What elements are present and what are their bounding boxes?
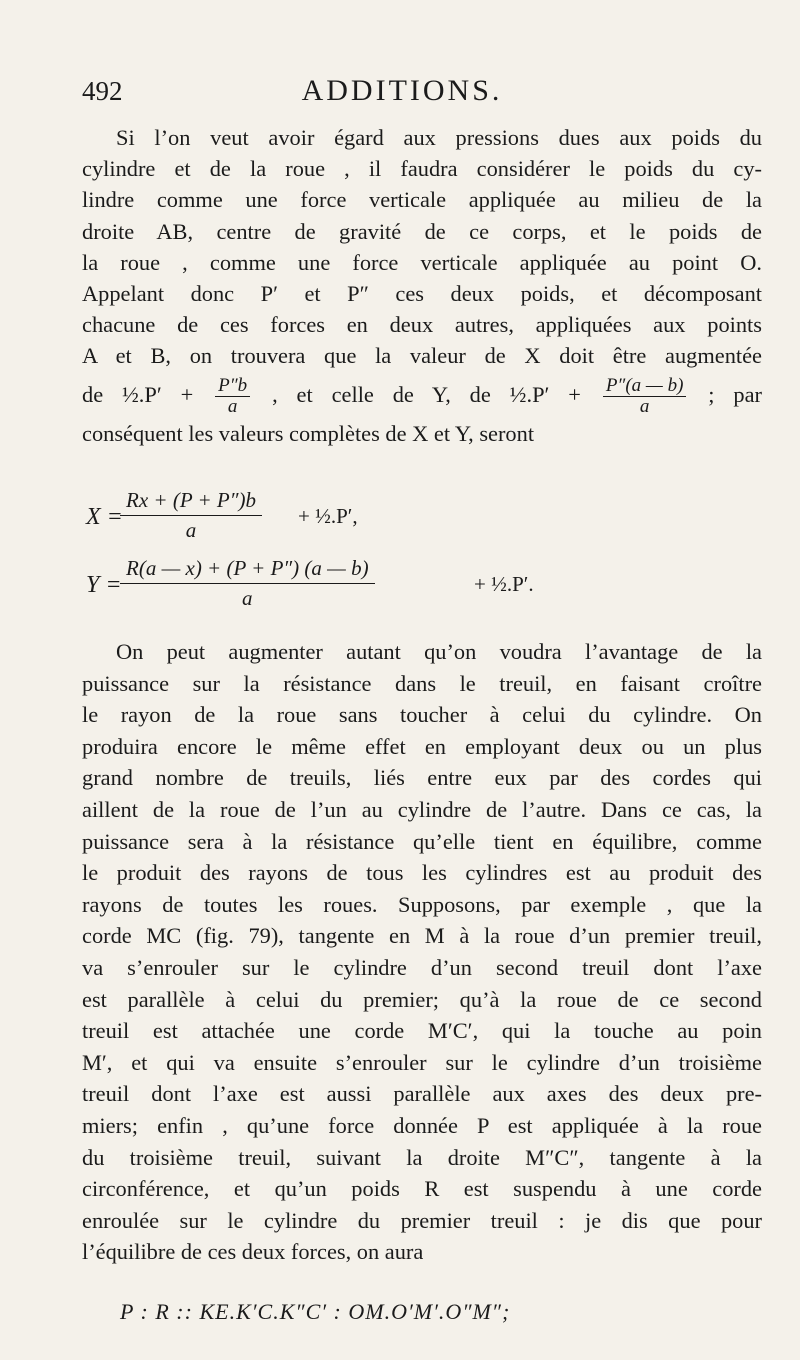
equation-tail: + ½.P′, bbox=[298, 504, 358, 528]
text-line: droite AB, centre de gravité de ce corps, et le poids de bbox=[82, 218, 762, 244]
equation-fraction bbox=[120, 556, 375, 611]
text-line: miers; enfin , qu’une force donnée P est appliquée à la roue bbox=[82, 1112, 762, 1138]
fraction-denominator: a bbox=[242, 586, 253, 610]
text-line: circonférence, et qu’un poids R est suspendu à une corde bbox=[82, 1176, 762, 1202]
equation-lhs: X = bbox=[86, 504, 123, 530]
page-header bbox=[82, 72, 722, 112]
text-line: Si l’on veut avoir égard aux pressions dues aux poids du bbox=[116, 125, 762, 150]
fraction-numerator: P″(a — b) bbox=[603, 376, 687, 397]
paragraph-winches bbox=[82, 636, 762, 1268]
text-line: corde MC (fig. 79), tangente en M à la roue d’un premier treuil, bbox=[82, 923, 762, 949]
equation-y bbox=[82, 556, 762, 626]
page-number: 492 bbox=[82, 76, 123, 106]
text-line: conséquent les valeurs complètes de X et Y, seront bbox=[82, 420, 535, 446]
text-line: produira encore le même effet en employant deux ou un plus bbox=[82, 733, 762, 759]
formula-text: de ½.P′ + bbox=[82, 381, 194, 407]
fraction bbox=[603, 376, 687, 417]
text-line: est parallèle à celui du premier; qu’à la roue de ce second bbox=[82, 986, 762, 1012]
text-line: grand nombre de treuils, liés entre eux par des cordes qui bbox=[82, 765, 762, 791]
fraction-denominator: a bbox=[227, 395, 238, 417]
equation-fraction bbox=[120, 488, 262, 543]
equation-tail: + ½.P′. bbox=[474, 572, 534, 596]
formula-line bbox=[82, 372, 762, 418]
text-line: va s’enrouler sur le cylindre d’un second treuil dont l’axe bbox=[82, 954, 762, 980]
text-line: le produit des rayons de tous les cylindres est au produit des bbox=[82, 860, 762, 886]
text-line: A et B, on trouvera que la valeur de X doit être augmentée bbox=[82, 343, 762, 369]
text-line: le rayon de la roue sans toucher à celui du cylindre. On bbox=[82, 702, 762, 728]
fraction-denominator: a bbox=[639, 395, 650, 417]
running-title: ADDITIONS. bbox=[301, 74, 503, 107]
text-line: rayons de toutes les roues. Supposons, par exemple , que la bbox=[82, 891, 762, 917]
fraction bbox=[215, 376, 250, 417]
fraction-numerator: R(a — x) + (P + P″) (a — b) bbox=[120, 556, 375, 584]
text-line: puissance sur la résistance dans le treuil, en faisant croître bbox=[82, 670, 762, 696]
formula-text: , et celle de Y, de ½.P′ + bbox=[272, 381, 581, 407]
text-line: du troisième treuil, suivant la droite M″C″, tangente à la bbox=[82, 1144, 762, 1170]
fraction-numerator: Rx + (P + P″)b bbox=[120, 488, 262, 516]
text-line: treuil dont l’axe est aussi parallèle aux axes des deux pre- bbox=[82, 1081, 762, 1107]
fraction-denominator: a bbox=[185, 518, 197, 542]
text-line: lindre comme une force verticale appliquée au milieu de la bbox=[82, 187, 762, 213]
paragraph-weights bbox=[82, 122, 762, 449]
text-line: chacune de ces forces en deux autres, appliquées aux points bbox=[82, 312, 762, 338]
text-line: aillent de la roue de l’un au cylindre de l’autre. Dans ce cas, la bbox=[82, 796, 762, 822]
text-line: Appelant donc P′ et P″ ces deux poids, et décomposant bbox=[82, 281, 762, 307]
fraction-numerator: P″b bbox=[215, 376, 250, 397]
final-proportion: P : R :: KE.K′C.K″C′ : OM.O′M′.O″M″; bbox=[120, 1299, 511, 1324]
equation-x bbox=[82, 488, 762, 558]
text-line: treuil est attachée une corde M′C′, qui la touche au poin bbox=[82, 1018, 762, 1044]
text-line: enroulée sur le cylindre du premier treuil : je dis que pour bbox=[82, 1207, 762, 1233]
text-line: M′, et qui va ensuite s’enrouler sur le cylindre d’un troisième bbox=[82, 1049, 762, 1075]
formula-text: ; par bbox=[708, 381, 762, 407]
text-line: l’équilibre de ces deux forces, on aura bbox=[82, 1239, 424, 1265]
text-line: cylindre et de la roue , il faudra considérer le poids du cy- bbox=[82, 156, 762, 182]
text-line: la roue , comme une force verticale appliquée au point O. bbox=[82, 249, 762, 275]
equation-lhs: Y = bbox=[86, 572, 122, 598]
text-line: puissance sera à la résistance qu’elle tient en équilibre, comme bbox=[82, 828, 762, 854]
text-line: On peut augmenter autant qu’on voudra l’avantage de la bbox=[116, 639, 762, 664]
